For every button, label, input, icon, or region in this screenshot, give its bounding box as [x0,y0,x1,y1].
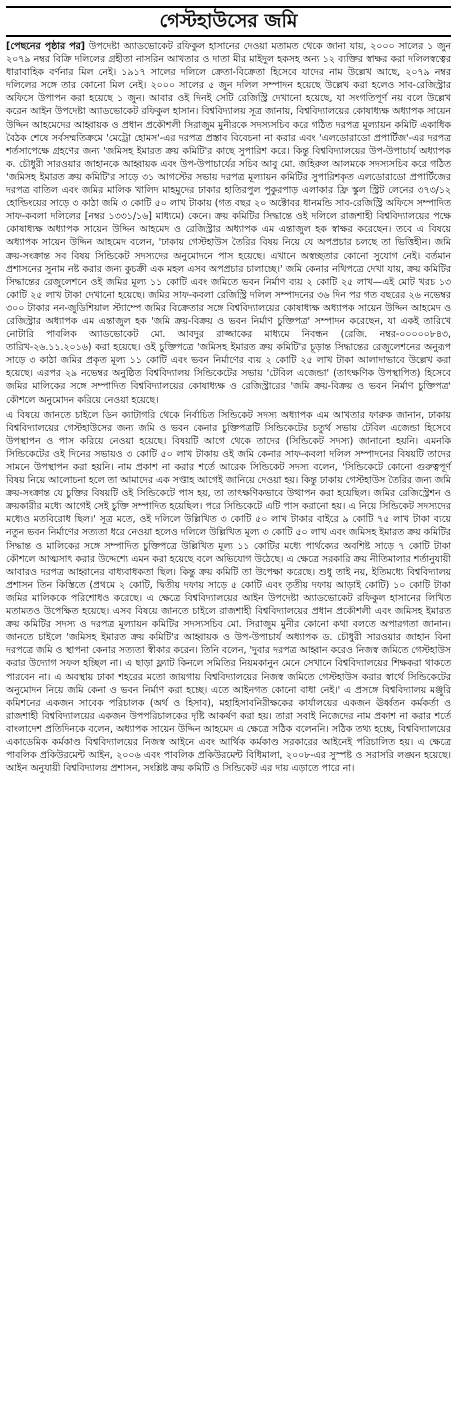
article-paragraph-2: এ বিষয়ে জানতে চাইলে ডিন ক্যাটাগরি থেকে নির্বাচিত সিন্ডিকেট সদস্য অধ্যাপক এম আখতার ফারুক জানান, ঢাকায় বিশ্ববিদ্যালয়ের গেস্টহাউসের জন্য জমি ও ভবন কেনার চুক্তিপত্রটি সিন্ডিকেটের চতুর্থ সভায় টেবিল এজেন্ডা হিসেবে উপস্থাপন ও পাস করিয়ে নেওয়া হয়েছে। বিষয়টি আগে থেকে তাদের (সিন্ডিকেট সদস্য) জানানো হয়নি। এমনকি সিন্ডিকেটের ওই দিনের সভায়ও ৩ কোটি ৫০ লাখ টাকায় ওই জমি কেনার সাফ-কবলা দলিল সম্পাদনের বিষয়টি তাদের সামনে উপস্থাপন করা হয়নি। নাম প্রকাশ না করার শর্তে আরেক সিন্ডিকেট সদস্য বলেন, 'সিন্ডিকেটে কোনো গুরুত্বপূর্ণ বিষয় নিয়ে আলোচনা হলে তা আমাদের এক সপ্তাহ আগেই জানিয়ে দেওয়া হয়। কিন্তু ঢাকায় গেস্টহাউস তৈরির জন্য জমি ক্রয়-সংক্রান্ত যে চুক্তির বিষয়টি ওই সিন্ডিকেটে পাস হয়, তা তাৎক্ষণিকভাবে উত্থাপন করা হয়েছিল। জমির রেজিস্ট্রেশন ও ক্রয়কারীর মধ্যে আগেই সেই চুক্তি সম্পাদিত হয়েছিল। পরে সিন্ডিকেটে এটি পাস করানো হয়। এ নিয়ে সিন্ডিকেট সদস্যদের মধ্যেও মতবিরোধ ছিল।' সূত্র মতে, ওই দলিলে উল্লিখিত ৩ কোটি ৫০ লাখ টাকার বাইরে ৯ কোটি ৭৫ লাখ টাকা ব্যয়ে নতুন ভবন নির্মাণের সত্যতা ধরে নেওয়া হলেও দলিলে উল্লিখিত মূল্য ৩ কোটি ৫০ লাখ এবং জমিসহ ইমারত ক্রয় কমিটির সিদ্ধান্ত ও মালিকের সঙ্গে সম্পাদিত চুক্তিপত্রে উল্লিখিত মূল্য ১১ কোটির মধ্যে পার্থক্যের অবশিষ্ট সাড়ে ৭ কোটি টাকা কৌশলে আত্মসাৎ করার উদ্দেশ্যে এমন করা হয়েছে বলে অভিযোগ উঠেছে। এ ক্ষেত্রে সরকারি ক্রয় নীতিমালার শর্তানুযায়ী আবারও দরপত্র আহ্বানের বাধ্যবাধকতা ছিল। কিন্তু ক্রয় কমিটি তা উপেক্ষা করেছে। শুধু তাই নয়, ইতিমধ্যে বিশ্ববিদ্যালয় প্রশাসন তিন কিস্তিতে (প্রথমে ২ কোটি, দ্বিতীয় দফায় সাড়ে ৫ কোটি এবং তৃতীয় দফায় আড়াই কোটি) ১০ কোটি টাকা জমির মালিককে পরিশোধও করেছে। এ ক্ষেত্রে বিশ্ববিদ্যালয়ের আইন উপদেষ্টা অ্যাডভোকেট রফিকুল হাসানের লিখিত মতামতও উপেক্ষিত হয়েছে। এসব বিষয়ে জানতে চাইলে রাজশাহী বিশ্ববিদ্যালয়ের প্রধান প্রকৌশলী এবং জমিসহ ইমারত ক্রয় কমিটির সদস্য ও দরপত্র মূল্যায়ন কমিটির সদস্যসচিব মো. সিরাজুম মুনীর কোনো কথা বলতে অপারগতা জানান। জানতে চাইলে 'জমিসহ ইমারত ক্রয় কমিটি'র আহ্বায়ক ও উপ-উপাচার্য অধ্যাপক ড. চৌধুরী সারওয়ার জাহান বিনা দরপত্রে জমি ও স্থাপনা কেনার সত্যতা স্বীকার করেন। তিনি বলেন, 'দুবার দরপত্র আহ্বান করেও নিজস্ব জমিতে গেস্টহাউস করার উদ্যোগ সফল হচ্ছিল না। এ ছাড়া ফ্ল্যাট কিনলে সমিতির নিয়মকানুন মেনে সেখানে বিশ্ববিদ্যালয়ের শিক্ষকরা থাকতে পারবেন না। এ অবস্থায় ঢাকা শহরের মতো জায়গায় বিশ্ববিদ্যালয়ের নিজস্ব জমিতে গেস্টহাউস করার স্বার্থে সিন্ডিকেটের অনুমোদন নিয়ে জমি কেনা ও ভবন নির্মাণ করা হচ্ছে। এতে আইনগত কোনো বাধা নেই।' এ প্রসঙ্গে বিশ্ববিদ্যালয় মঞ্জুরি কমিশনের একজন সাবেক পরিচালক (অর্থ ও হিসাব), মহাহিসাবনিরীক্ষকের কার্যালয়ের একজন ঊর্ধ্বতন কর্মকর্তা ও রাজশাহী বিশ্ববিদ্যালয়ের একজন উপপরিচালকের দৃষ্টি আকর্ষণ করা হয়। তারা সবাই নিজেদের নাম প্রকাশ না করার শর্তে বাংলাদেশ প্রতিদিনকে বলেন, অধ্যাপক সায়েন উদ্দিন আহমেদ এ ক্ষেত্রে সঠিক বলেননি। সঠিক তথ্য হচ্ছে, বিশ্ববিদ্যালয়ের একাডেমিক কর্মকাণ্ড বিশ্ববিদ্যালয়ের নিজস্ব আইনে এবং আর্থিক কর্মকাণ্ড সরকারের আইনেই পরিচালিত হয়। এ ক্ষেত্রে পাবলিক প্রকিউরমেন্ট আইন, ২০০৬ এবং পাবলিক প্রকিউরমেন্ট বিধিমালা, ২০০৮-এর সুস্পষ্ট ও সরাসরি লঙ্ঘন হয়েছে। আইন অনুযায়ী বিশ্ববিদ্যালয় প্রশাসন, সংশ্লিষ্ট ক্রয় কমিটি ও সিন্ডিকেট এর দায় এড়াতে পারে না। [6,409,451,775]
article-headline: গেস্টহাউসের জমি [6,6,451,37]
paragraph-1-text: উপদেষ্টা অ্যাডভোকেট রফিকুল হাসানের দেওয়া মতামত থেকে জানা যায়, ২০০০ সালের ১ জুন ২০৭৯ নম্বর বিক্রি দলিলের গ্রহীতা নাসরিন আখতার ও দাতা মীর মাইদুল হকসহ অন্য ১২ ব্যক্তির স্বাক্ষর করা দলিলস্বত্বের ধারাবাহিক বর্ণনার মিল নেই। ১৯১৭ সালের দলিলে ক্রেতা-বিক্রেতা হিসেবে যাদের নাম উল্লেখ আছে, ২০৭৯ নম্বর দলিলের সঙ্গে তার কোনো মিল নেই। ২০০০ সালের ৫ জুন দলিল সম্পাদন হয়েছে উল্লেখ করা হলেও সাব-রেজিস্ট্রার অফিসে উপাপন করা হয়েছে ১ জুন। আবার ওই দিনই সেটি রেজিস্ট্রি দেখানো হয়েছে, যা সংগতিপূর্ণ নয় বলে উল্লেখ করেন আইন উপদেষ্টা অ্যাডভোকেট রফিকুল হাসান। বিশ্ববিদ্যালয় সূত্র জানায়, বিশ্ববিদ্যালয়ের কোষাধ্যক্ষ অধ্যাপক সায়েন উদ্দিন আহমেদের আহ্বায়ক ও প্রধান প্রকৌশলী সিরাজুম মুনীরকে সদস্যসচিব করে গঠিত দরপত্র মূল্যায়ন কমিটি একাধিক বৈঠক শেষে সর্বসম্মতিক্রমে 'মেট্রো হোমস'-এর দরপত্র প্রস্তাব বিবেচনা না করার এবং 'এলডোরাডো প্রপার্টিজ'-এর দরপত্র শর্তসাপেক্ষে গ্রহণের জন্য 'জমিসহ ইমারত ক্রয় কমিটি'র কাছে সুপারিশ করে। কিন্তু বিশ্ববিদ্যালয়ের উপ-উপাচার্য অধ্যাপক ক. চৌধুরী সারওয়ার জাহানকে আহ্বায়ক এবং উপ-উপাচার্যের সচিব আবু মো. জহিরুল আলমকে সদস্যসচিব করে গঠিত 'জমিসহ ইমারত ক্রয় কমিটি'র সাড়ে ৩১ আগস্টের সভায় দরপত্র মূল্যায়ন কমিটির সুপারিশকৃত এলডোরাডো প্রপার্টিজের দরপত্র বাতিল এবং জমির মালিক খালিদ মাহমুদের ঢাকার হাতিরপুল পুকুরপাড় এলাকার ফ্রি স্কুল স্ট্রিট লেনের ৩৭৩/১২ হোল্ডিংয়ের সাড়ে ৩ কাঠা জমি ৩ কোটি ৫০ লাখ টাকায় (গত বছর ২০ অক্টোবর ধানমন্ডি সাব-রেজিস্ট্রি অফিসে সম্পাদিত সাফ-কবলা দলিলের [নম্বর ১৩৩১/১৬] মাধ্যমে) কেনে। ক্রয় কমিটির সিদ্ধান্তে ওই দলিলে রাজশাহী বিশ্ববিদ্যালয়ের পক্ষে কোষাধ্যক্ষ অধ্যাপক সায়েন উদ্দিন আহমেদ ও রেজিস্ট্রার অধ্যাপক এম এন্তাজুল হক স্বাক্ষর করেছেন। তবে এ বিষয়ে অধ্যাপক সায়েন উদ্দিন আহমেদ বলেন, 'ঢাকায় গেস্টহাউস তৈরির বিষয় নিয়ে যে অপপ্রচার চলছে তা ভিত্তিহীন। জমি ক্রয়-সংক্রান্ত সব বিষয় সিন্ডিকেট সদস্যদের অনুমোদনে পাস হয়েছে। এখানে অস্বচ্ছতার কোনো সুযোগ নেই। বর্তমান প্রশাসনের সুনাম নষ্ট করার জন্য কুচক্রী এক মহল এসব অপপ্রচার চালাচ্ছে।' জমি কেনার নথিপত্রে দেখা যায়, ক্রয় কমিটির সিদ্ধান্তের রেজুলেশনে ওই জমির মূল্য ১১ কোটি এবং জমিতে ভবন নির্মাণ ব্যয় ২ কোটি ২৫ লাখ—এই মোট খরচ ১৩ কোটি ২৫ লাখ টাকা দেখানো হয়েছে। জমির সাফ-কবলা রেজিস্ট্রি দলিল সম্পাদনের ৩৬ দিন পর গত বছরের ২৬ নভেম্বর ৩০০ টাকার নন-জুডিশিয়াল স্ট্যাম্পে জমির বিক্রেতার সঙ্গে বিশ্ববিদ্যালয়ের কোষাধ্যক্ষ অধ্যাপক সায়েন উদ্দিন আহমেদ ও রেজিস্ট্রার অধ্যাপক এম এন্তাজুল হক 'জমি ক্রয়-বিক্রয় ও ভবন নির্মাণ চুক্তিপত্র' সম্পাদন করেছেন, যা একই তারিখে নোটারি পাবলিক অ্যাডভোকেট মো. আবদুর রাজ্জাকের মাধ্যমে নিবন্ধন (রেজি. নম্বর-০০০০০৮৪৩, তারিখ-২৬.১১.২০১৬) করা হয়েছে। ওই চুক্তিপত্রে 'জমিসহ ইমারত ক্রয় কমিটি'র চূড়ান্ত সিদ্ধান্তের রেজুলেশনের অনুরূপ সাড়ে ৩ কাঠা জমির প্রকৃত মূল্য ১১ কোটি এবং ভবন নির্মাণের ব্যয় ২ কোটি ২৫ লাখ টাকা আলাদাভাবে উল্লেখ করা হয়েছে। এরপর ২৯ নভেম্বর অনুষ্ঠিত বিশ্ববিদ্যালয় সিন্ডিকেটের সভায় 'টেবিল এজেন্ডা' (তাৎক্ষণিক উপস্থাপিত) হিসেবে জমির মালিকের সঙ্গে সম্পাদিত বিশ্ববিদ্যালয়ের কোষাধ্যক্ষ ও রেজিস্ট্রারের 'জমি ক্রয়-বিক্রয় ও ভবন নির্মাণ চুক্তিপত্র' কৌশলে অনুমোদন করিয়ে নেওয়া হয়েছে। [6,41,451,406]
article-paragraph-1 [6,40,451,407]
continuation-tag: [পেছনের পৃষ্ঠার পর] [6,41,86,52]
